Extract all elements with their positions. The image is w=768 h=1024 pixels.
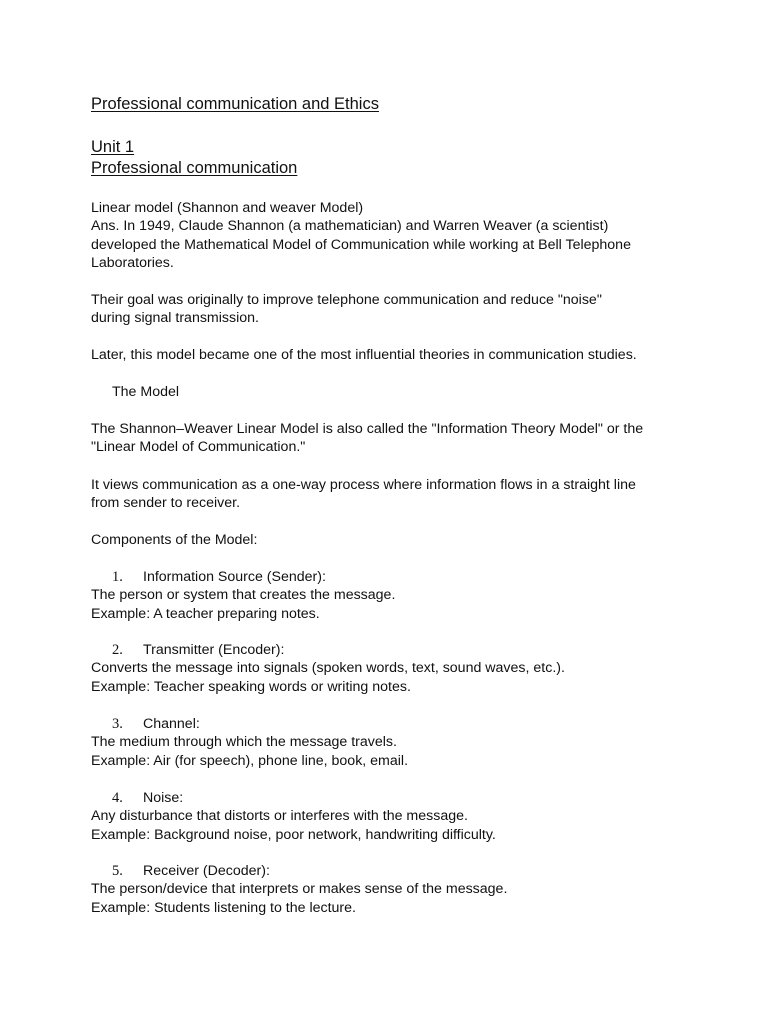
components-heading-text: Components of the Model: [91, 532, 258, 548]
answer-line: Laboratories. [91, 254, 174, 271]
component-example: Example: Students listening to the lecture. [91, 899, 356, 916]
goal-line: Their goal was originally to improve telephone communication and reduce "noise" [91, 292, 602, 308]
model-heading: Linear model (Shannon and weaver Model) [91, 200, 364, 216]
component-item-2 [91, 641, 711, 696]
document-title: Professional communication and Ethics [91, 95, 379, 113]
component-number: 1. [112, 569, 123, 585]
component-description: The person or system that creates the message. [91, 587, 396, 604]
component-title: Receiver (Decoder): [143, 863, 270, 879]
component-title: Channel: [143, 716, 200, 732]
component-number: 2. [112, 642, 123, 658]
also-called-line: "Linear Model of Communication." [91, 439, 306, 456]
the-model-heading [112, 383, 732, 401]
component-item-5 [91, 862, 711, 917]
component-number: 4. [112, 790, 123, 806]
component-item-3 [91, 715, 711, 770]
unit-heading: Unit 1 [91, 138, 135, 156]
goal-line: during signal transmission. [91, 310, 259, 327]
views-line: It views communication as a one-way process where information flows in a straight line [91, 477, 636, 493]
goal-paragraph [91, 291, 711, 328]
answer-line: Ans. In 1949, Claude Shannon (a mathematician) and Warren Weaver (a scientist) [91, 218, 609, 235]
component-item-1 [91, 568, 711, 623]
components-heading [91, 531, 711, 549]
answer-line: developed the Mathematical Model of Communication while working at Bell Telephone [91, 236, 631, 253]
component-description: Converts the message into signals (spoken words, text, sound waves, etc.). [91, 660, 565, 677]
component-title: Transmitter (Encoder): [143, 642, 285, 658]
also-called-line: The Shannon–Weaver Linear Model is also called the "Information Theory Model" or the [91, 421, 644, 437]
views-line: from sender to receiver. [91, 495, 241, 512]
component-example: Example: Teacher speaking words or writing notes. [91, 678, 411, 695]
component-example: Example: Air (for speech), phone line, book, email. [91, 752, 409, 769]
component-example: Example: Background noise, poor network, handwriting difficulty. [91, 826, 496, 843]
views-paragraph [91, 476, 711, 513]
answer-paragraph [91, 199, 711, 272]
component-title: Information Source (Sender): [143, 569, 326, 585]
component-item-4 [91, 789, 711, 844]
the-model-label: The Model [112, 384, 180, 400]
section-heading: Professional communication [91, 159, 298, 177]
component-number: 3. [112, 716, 123, 732]
component-description: Any disturbance that distorts or interferes with the message. [91, 808, 468, 825]
component-description: The medium through which the message travels. [91, 734, 397, 751]
component-description: The person/device that interprets or makes sense of the message. [91, 881, 508, 898]
later-line: Later, this model became one of the most influential theories in communication studies. [91, 347, 637, 363]
also-called-paragraph [91, 420, 711, 457]
component-example: Example: A teacher preparing notes. [91, 605, 320, 622]
component-number: 5. [112, 863, 123, 879]
later-paragraph [91, 346, 711, 364]
component-title: Noise: [143, 790, 184, 806]
